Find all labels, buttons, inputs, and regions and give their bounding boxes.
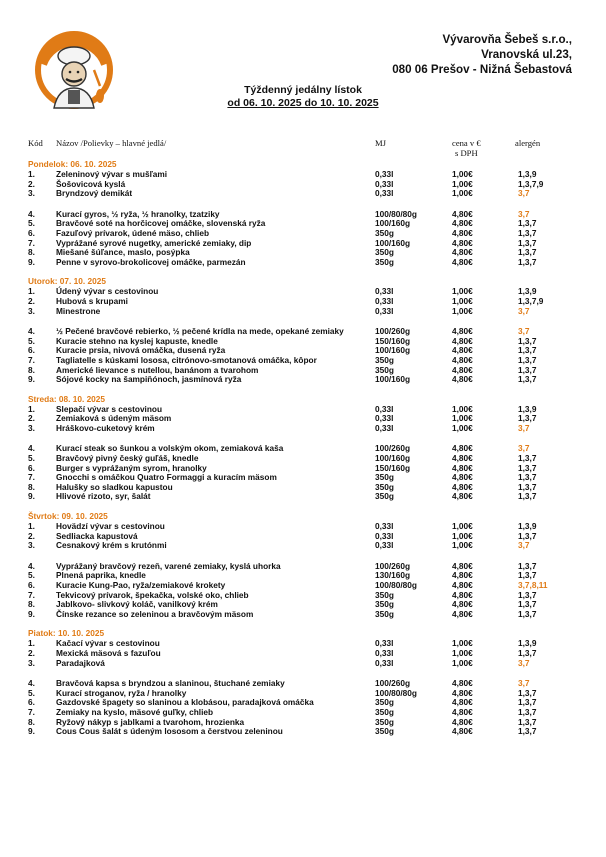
item-allergens: 1,3,7 xyxy=(518,570,537,581)
item-price: 1,00€ xyxy=(452,403,473,414)
item-allergens: 3,7 xyxy=(518,678,530,689)
col-mj: MJ xyxy=(375,138,386,148)
item-unit: 350g xyxy=(375,481,394,492)
item-price: 4,80€ xyxy=(452,354,473,365)
item-allergens: 1,3,7 xyxy=(518,706,537,717)
item-allergens: 1,3,9 xyxy=(518,286,537,297)
day-section xyxy=(28,394,588,502)
col-kod: Kód xyxy=(28,138,43,148)
col-nazov: Názov /Polievky – hlavné jedlá/ xyxy=(56,138,167,148)
item-price: 4,80€ xyxy=(452,218,473,229)
item-name: Hovädzí vývar s cestovinou xyxy=(56,521,165,532)
item-allergens: 1,3,7 xyxy=(518,335,537,346)
item-allergens: 1,3,7 xyxy=(518,530,537,541)
item-unit: 0,33l xyxy=(375,188,394,199)
item-allergens: 3,7 xyxy=(518,540,530,551)
item-unit: 350g xyxy=(375,716,394,727)
item-price: 1,00€ xyxy=(452,413,473,424)
col-cena xyxy=(452,138,481,158)
item-code: 5. xyxy=(28,570,35,581)
item-name: Penne v syrovo-brokolicovej omáčke, parmezán xyxy=(56,256,246,267)
item-price: 4,80€ xyxy=(452,687,473,698)
menu-row xyxy=(28,424,588,434)
item-name: Zeleninový vývar s mušľami xyxy=(56,169,168,179)
item-code: 4. xyxy=(28,678,35,689)
item-price: 4,80€ xyxy=(452,453,473,464)
item-price: 4,80€ xyxy=(452,247,473,258)
item-unit: 350g xyxy=(375,364,394,375)
item-name: Vyprážaný bravčový rezeň, varené zemiaky, kyslá uhorka xyxy=(56,560,281,571)
item-name: Vyprážané syrové nugetky, americké zemiaky, dip xyxy=(56,237,252,248)
item-code: 7. xyxy=(28,354,35,365)
item-unit: 100/260g xyxy=(375,678,411,689)
item-allergens: 3,7 xyxy=(518,305,530,316)
item-code: 2. xyxy=(28,530,35,541)
item-price: 4,80€ xyxy=(452,608,473,619)
menu-title xyxy=(0,84,606,109)
item-code: 6. xyxy=(28,227,35,238)
item-code: 1. xyxy=(28,286,35,297)
item-code: 8. xyxy=(28,481,35,492)
item-name: Burger s vyprážaným syrom, hranolky xyxy=(56,462,207,473)
item-code: 4. xyxy=(28,560,35,571)
item-unit: 0,33l xyxy=(375,286,394,297)
item-unit: 350g xyxy=(375,697,394,708)
item-name: Cous Cous šalát s údeným lososom a čerstvou zeleninou xyxy=(56,726,283,737)
item-price: 1,00€ xyxy=(452,657,473,668)
day-section xyxy=(28,628,588,736)
item-code: 4. xyxy=(28,443,35,454)
item-price: 1,00€ xyxy=(452,188,473,199)
item-price: 1,00€ xyxy=(452,530,473,541)
item-allergens: 1,3,7 xyxy=(518,413,537,424)
item-price: 4,80€ xyxy=(452,580,473,590)
company-city: 080 06 Prešov - Nižná Šebastová xyxy=(392,63,572,76)
item-allergens: 1,3,7 xyxy=(518,374,537,385)
item-code: 6. xyxy=(28,345,35,356)
item-unit: 100/160g xyxy=(375,218,411,229)
item-allergens: 1,3,9 xyxy=(518,638,537,649)
item-unit: 350g xyxy=(375,589,394,600)
item-code: 6. xyxy=(28,697,35,708)
item-code: 1. xyxy=(28,521,35,532)
item-price: 4,80€ xyxy=(452,364,473,375)
item-code: 2. xyxy=(28,178,35,189)
company-address xyxy=(392,32,572,77)
item-allergens: 1,3,7 xyxy=(518,218,537,229)
item-unit: 350g xyxy=(375,706,394,717)
menu-row xyxy=(28,492,588,502)
item-name: Jablkovo- slivkový koláč, vanilkový krém xyxy=(56,599,218,610)
item-allergens: 3,7,8,11 xyxy=(518,580,548,590)
day-title: Pondelok: 06. 10. 2025 xyxy=(28,159,117,169)
item-code: 9. xyxy=(28,726,35,737)
item-price: 4,80€ xyxy=(452,326,473,337)
item-name: Bryndzový demikát xyxy=(56,188,133,199)
item-name: Kurací stroganov, ryža / hranolky xyxy=(56,687,187,698)
company-street: Vranovská ul.23, xyxy=(481,48,572,61)
item-unit: 100/160g xyxy=(375,345,411,356)
item-price: 4,80€ xyxy=(452,491,473,502)
item-unit: 0,33l xyxy=(375,530,394,541)
item-unit: 0,33l xyxy=(375,178,394,189)
menu-row xyxy=(28,649,588,659)
item-unit: 100/80/80g xyxy=(375,687,417,698)
menu-date-range: od 06. 10. 2025 do 10. 10. 2025 xyxy=(227,97,379,109)
item-code: 8. xyxy=(28,364,35,375)
item-allergens: 1,3,7 xyxy=(518,453,537,464)
item-allergens: 3,7 xyxy=(518,208,530,219)
item-name: Kurací steak so šunkou a volským okom, zemiaková kaša xyxy=(56,443,284,454)
item-unit: 0,33l xyxy=(375,422,394,433)
item-price: 4,80€ xyxy=(452,462,473,473)
item-name: Tekvicový prívarok, špekačka, volské oko, chlieb xyxy=(56,589,249,600)
col-alergen: alergén xyxy=(515,138,541,148)
col-cena-line2: s DPH xyxy=(454,148,478,158)
item-allergens: 3,7 xyxy=(518,443,530,454)
item-code: 2. xyxy=(28,647,35,658)
item-name: Gnocchi s omáčkou Quatro Formaggi a kuracím mäsom xyxy=(56,472,277,483)
item-unit: 350g xyxy=(375,227,394,238)
menu-list xyxy=(28,159,588,746)
item-price: 4,80€ xyxy=(452,599,473,610)
item-unit: 150/160g xyxy=(375,462,411,473)
menu-row xyxy=(28,307,588,317)
day-section xyxy=(28,511,588,619)
item-name: Slepačí vývar s cestovinou xyxy=(56,403,163,414)
item-name: ½ Pečené bravčové rebierko, ½ pečené krídla na mede, opekané zemiaky xyxy=(56,326,344,337)
menu-row xyxy=(28,297,588,307)
item-price: 4,80€ xyxy=(452,481,473,492)
item-price: 1,00€ xyxy=(452,305,473,316)
item-price: 1,00€ xyxy=(452,638,473,649)
item-unit: 130/160g xyxy=(375,570,411,581)
day-title: Piatok: 10. 10. 2025 xyxy=(28,628,105,639)
item-unit: 100/160g xyxy=(375,237,411,248)
item-allergens: 1,3,7 xyxy=(518,472,537,483)
item-allergens: 1,3,7 xyxy=(518,491,537,502)
item-allergens: 1,3,7 xyxy=(518,364,537,375)
menu-row xyxy=(28,375,588,385)
item-code: 6. xyxy=(28,462,35,473)
item-unit: 100/260g xyxy=(375,443,411,454)
item-code: 2. xyxy=(28,295,35,306)
item-unit: 150/160g xyxy=(375,335,411,346)
item-name: Hlivové rizoto, syr, šalát xyxy=(56,491,151,502)
item-price: 4,80€ xyxy=(452,726,473,737)
item-unit: 100/160g xyxy=(375,453,411,464)
item-price: 4,80€ xyxy=(452,237,473,248)
company-name: Vývarovňa Šebeš s.r.o., xyxy=(442,33,572,46)
item-price: 4,80€ xyxy=(452,706,473,717)
item-allergens: 1,3,7 xyxy=(518,608,537,619)
item-name: Halušky so sladkou kapustou xyxy=(56,481,173,492)
item-unit: 0,33l xyxy=(375,295,394,306)
item-name: Bravčová kapsa s bryndzou a slaninou, štuchané zemiaky xyxy=(56,678,285,689)
item-code: 3. xyxy=(28,657,35,668)
item-allergens: 1,3,7 xyxy=(518,462,537,473)
item-unit: 0,33l xyxy=(375,403,394,414)
item-price: 1,00€ xyxy=(452,521,473,532)
item-allergens: 1,3,7 xyxy=(518,599,537,610)
item-code: 9. xyxy=(28,256,35,267)
item-unit: 0,33l xyxy=(375,169,394,179)
item-code: 9. xyxy=(28,608,35,619)
item-unit: 350g xyxy=(375,354,394,365)
item-code: 8. xyxy=(28,599,35,610)
menu-row xyxy=(28,189,588,199)
item-name: Cesnakový krém s krutónmi xyxy=(56,540,167,551)
item-unit: 0,33l xyxy=(375,413,394,424)
item-name: Kačací vývar s cestovinou xyxy=(56,638,160,649)
item-name: Plnená paprika, knedle xyxy=(56,570,146,581)
item-name: Zemiaky na kyslo, mäsové guľky, chlieb xyxy=(56,706,214,717)
item-name: Gazdovské špagety so slaninou a klobásou, paradajková omáčka xyxy=(56,697,314,708)
item-price: 1,00€ xyxy=(452,647,473,658)
menu-row xyxy=(28,258,588,268)
item-name: Kuracie stehno na kyslej kapuste, knedle xyxy=(56,335,218,346)
item-allergens: 1,3,9 xyxy=(518,521,537,532)
item-name: Paradajková xyxy=(56,657,105,668)
item-allergens: 1,3,7 xyxy=(518,481,537,492)
item-code: 6. xyxy=(28,580,35,590)
item-code: 4. xyxy=(28,208,35,219)
menu-row xyxy=(28,610,588,620)
day-title: Streda: 08. 10. 2025 xyxy=(28,393,106,404)
item-allergens: 1,3,7 xyxy=(518,354,537,365)
item-name: Čínske rezance so zeleninou a bravčovým mäsom xyxy=(56,608,254,619)
item-price: 4,80€ xyxy=(452,227,473,238)
item-unit: 350g xyxy=(375,491,394,502)
item-price: 4,80€ xyxy=(452,589,473,600)
item-price: 4,80€ xyxy=(452,716,473,727)
item-unit: 0,33l xyxy=(375,521,394,532)
day-section xyxy=(28,276,588,384)
item-name: Sójové kocky na šampiňónoch, jasmínová ryža xyxy=(56,374,242,385)
item-name: Kuracie prsia, nivová omáčka, dusená ryža xyxy=(56,345,226,356)
item-unit: 100/260g xyxy=(375,326,411,337)
menu-row xyxy=(28,541,588,551)
item-price: 4,80€ xyxy=(452,560,473,571)
item-code: 5. xyxy=(28,453,35,464)
item-allergens: 1,3,7 xyxy=(518,256,537,267)
item-code: 7. xyxy=(28,472,35,483)
item-allergens: 1,3,7 xyxy=(518,560,537,571)
item-allergens: 1,3,7 xyxy=(518,726,537,737)
day-section xyxy=(28,159,588,267)
item-code: 1. xyxy=(28,403,35,414)
item-unit: 350g xyxy=(375,608,394,619)
item-name: Miešané šúľance, maslo, posýpka xyxy=(56,247,190,258)
menu-row xyxy=(28,659,588,669)
item-code: 3. xyxy=(28,422,35,433)
item-allergens: 1,3,7 xyxy=(518,345,537,356)
item-name: Údený vývar s cestovinou xyxy=(56,286,159,297)
item-price: 4,80€ xyxy=(452,256,473,267)
item-code: 4. xyxy=(28,326,35,337)
item-price: 1,00€ xyxy=(452,286,473,297)
item-allergens: 3,7 xyxy=(518,422,530,433)
item-unit: 350g xyxy=(375,256,394,267)
item-code: 9. xyxy=(28,374,35,385)
item-name: Americké lievance s nutellou, banánom a tvarohom xyxy=(56,364,259,375)
item-unit: 100/80/80g xyxy=(375,208,417,219)
item-name: Tagliatelle s kúskami lososa, citrónovo-smotanová omáčka, kôpor xyxy=(56,354,317,365)
item-name: Minestrone xyxy=(56,305,101,316)
item-code: 9. xyxy=(28,491,35,502)
item-allergens: 3,7 xyxy=(518,657,530,668)
item-price: 1,00€ xyxy=(452,295,473,306)
item-price: 4,80€ xyxy=(452,678,473,689)
item-name: Fazuľový prívarok, údené mäso, chlieb xyxy=(56,227,210,238)
item-unit: 350g xyxy=(375,599,394,610)
item-name: Zemiaková s údeným mäsom xyxy=(56,413,172,424)
item-name: Bravčový pivný český guľáš, knedle xyxy=(56,453,199,464)
item-unit: 350g xyxy=(375,472,394,483)
item-allergens: 1,3,7 xyxy=(518,647,537,658)
item-price: 4,80€ xyxy=(452,208,473,219)
item-code: 1. xyxy=(28,169,35,179)
item-code: 2. xyxy=(28,413,35,424)
item-allergens: 1,3,7 xyxy=(518,716,537,727)
item-unit: 0,33l xyxy=(375,305,394,316)
item-code: 3. xyxy=(28,188,35,199)
item-allergens: 1,3,7 xyxy=(518,589,537,600)
item-unit: 0,33l xyxy=(375,657,394,668)
item-code: 5. xyxy=(28,687,35,698)
item-price: 1,00€ xyxy=(452,169,473,179)
item-code: 5. xyxy=(28,335,35,346)
item-price: 4,80€ xyxy=(452,443,473,454)
item-price: 4,80€ xyxy=(452,570,473,581)
item-code: 8. xyxy=(28,247,35,258)
item-allergens: 3,7 xyxy=(518,326,530,337)
item-code: 7. xyxy=(28,589,35,600)
item-name: Bravčové soté na horčicovej omáčke, slovenská ryža xyxy=(56,218,266,229)
item-unit: 100/80/80g xyxy=(375,580,417,590)
item-name: Kuracie Kung-Pao, ryža/zemiakové krokety xyxy=(56,580,226,590)
item-allergens: 3,7 xyxy=(518,188,530,199)
item-code: 3. xyxy=(28,540,35,551)
item-price: 1,00€ xyxy=(452,422,473,433)
item-allergens: 1,3,7 xyxy=(518,247,537,258)
item-unit: 350g xyxy=(375,726,394,737)
menu-row xyxy=(28,727,588,737)
item-price: 1,00€ xyxy=(452,540,473,551)
item-price: 4,80€ xyxy=(452,472,473,483)
item-code: 7. xyxy=(28,706,35,717)
item-allergens: 1,3,7 xyxy=(518,687,537,698)
item-name: Mexická mäsová s fazuľou xyxy=(56,647,161,658)
item-code: 7. xyxy=(28,237,35,248)
day-title: Štvrtok: 09. 10. 2025 xyxy=(28,511,108,522)
item-name: Hubová s krupami xyxy=(56,295,128,306)
item-allergens: 1,3,7,9 xyxy=(518,178,544,189)
item-name: Sedliacka kapustová xyxy=(56,530,138,541)
item-name: Ryžový nákyp s jablkami a tvarohom, hrozienka xyxy=(56,716,245,727)
item-unit: 350g xyxy=(375,247,394,258)
item-unit: 0,33l xyxy=(375,638,394,649)
item-code: 3. xyxy=(28,305,35,316)
item-name: Kurací gyros, ½ ryža, ½ hranolky, tzatziky xyxy=(56,208,220,219)
item-allergens: 1,3,7 xyxy=(518,227,537,238)
item-price: 4,80€ xyxy=(452,697,473,708)
item-price: 4,80€ xyxy=(452,345,473,356)
item-allergens: 1,3,7 xyxy=(518,697,537,708)
item-unit: 100/160g xyxy=(375,374,411,385)
menu-title-main: Týždenný jedálny lístok xyxy=(244,84,362,96)
item-price: 1,00€ xyxy=(452,178,473,189)
item-allergens: 1,3,7,9 xyxy=(518,295,544,306)
item-code: 1. xyxy=(28,638,35,649)
day-title: Utorok: 07. 10. 2025 xyxy=(28,276,106,287)
item-allergens: 1,3,9 xyxy=(518,169,537,179)
item-allergens: 1,3,9 xyxy=(518,403,537,414)
item-price: 4,80€ xyxy=(452,374,473,385)
col-cena-line1: cena v € xyxy=(452,138,481,148)
item-unit: 0,33l xyxy=(375,647,394,658)
item-unit: 100/260g xyxy=(375,560,411,571)
item-name: Šošovicová kyslá xyxy=(56,178,126,189)
item-unit: 0,33l xyxy=(375,540,394,551)
item-price: 4,80€ xyxy=(452,335,473,346)
item-code: 8. xyxy=(28,716,35,727)
item-allergens: 1,3,7 xyxy=(518,237,537,248)
item-code: 5. xyxy=(28,218,35,229)
item-name: Hráškovo-cuketový krém xyxy=(56,422,155,433)
